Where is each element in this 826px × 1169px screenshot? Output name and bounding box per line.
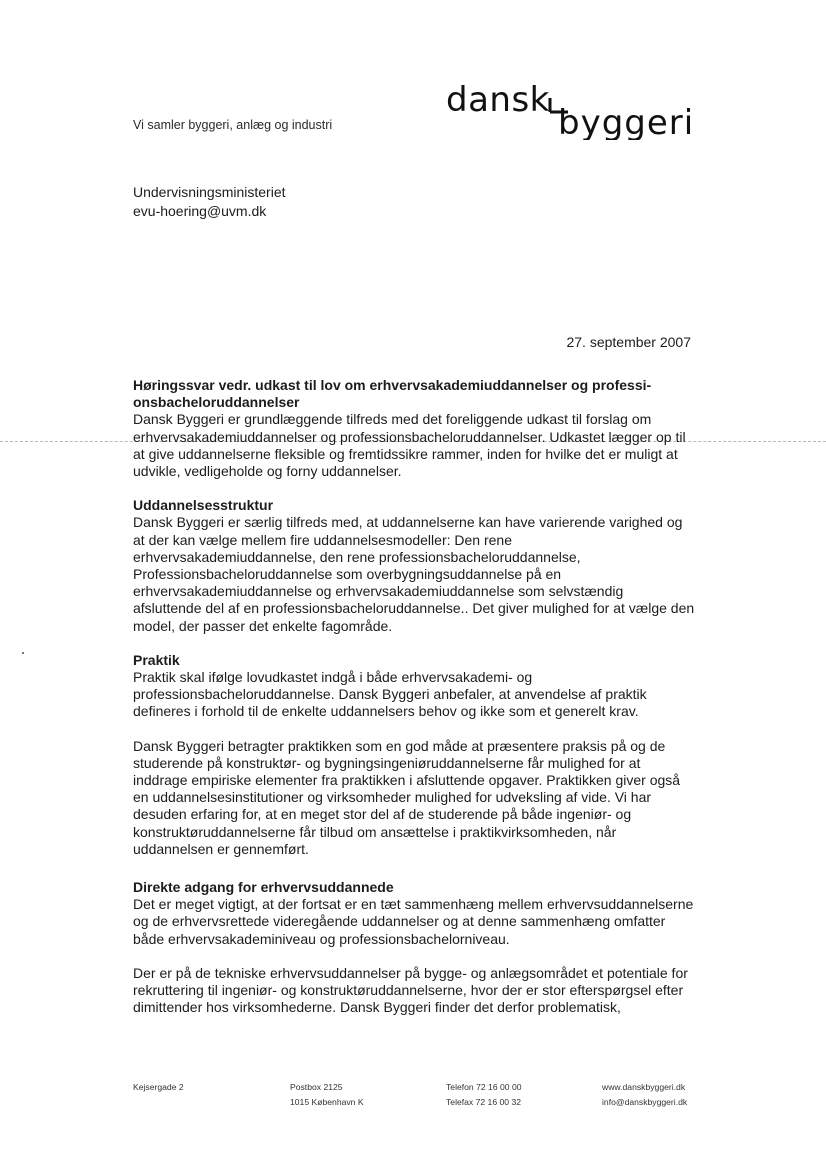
direct-access-paragraph-1: Det er meget vigtigt, at der fortsat er en tæt sammenhæng mellem erhvervsuddannelserne og de erhvervsrettede videregående uddannelser og at denne sammenhæng omfatter både erhvervsakademiniveau og professionsbachelorniveau.	[133, 896, 694, 947]
footer-web	[602, 1080, 687, 1110]
footer-telefax: Telefax 72 16 00 32	[446, 1097, 522, 1107]
praktik-paragraph-2: Dansk Byggeri betragter praktikken som en god måde at præsentere praksis på og de studerende på konstruktør- og bygningsingeniøruddannelserne får mulighed for at inddrage empiriske elementer fra praktikken i afsluttende opgaver. Praktikken giver også en uddannelsesinstitutioner og virksomheder mulighed for udveksling af vide. Vi har desuden erfaring for, at en meget stor del af de studerende på både ingeniør- og konstruktøruddannelserne får tilbud om ansættelse i praktikvirksomheden, når uddannelsen er gennemført.	[133, 737, 681, 857]
footer-website-link[interactable]: www.danskbyggeri.dk	[602, 1082, 686, 1092]
recipient-name: Undervisningsministeriet	[133, 184, 286, 200]
svg-text:dansk: dansk	[446, 84, 550, 120]
praktik-paragraph-1: Praktik skal ifølge lovudkastet indgå i både erhvervsakademi- og professionsbacheloruddannelse. Dansk Byggeri anbefaler, at anvendelse af praktik defineres i forhold til de enkelte uddannelsers behov og ikke som et generelt krav.	[133, 669, 647, 720]
letter-title-line2: onsbacheloruddannelser	[133, 394, 300, 411]
footer-address	[133, 1080, 184, 1095]
footer-postbox-line: Postbox 2125	[290, 1082, 343, 1092]
intro-paragraph: Dansk Byggeri er grundlæggende tilfreds med det foreliggende udkast til forslag om erhvervsakademiuddannelser og professionsbacheloruddannelser. Udkastet lægger op til at give uddannelserne fleksible og fremtidssikre rammer, inden for hvilke det er muligt at udvikle, vedligeholde og forny uddannelser.	[133, 411, 686, 480]
footer-postbox	[290, 1080, 364, 1110]
recipient-block	[133, 183, 286, 221]
tagline: Vi samler byggeri, anlæg og industri	[133, 118, 333, 132]
section-heading-praktik: Praktik	[133, 651, 180, 668]
footer-email-link[interactable]: info@danskbyggeri.dk	[602, 1097, 688, 1107]
letter-body	[133, 377, 695, 1017]
footer-phone	[446, 1080, 522, 1110]
section-heading-direct-access: Direkte adgang for erhvervsuddannede	[133, 879, 394, 896]
letter-title	[133, 377, 695, 411]
footer-city: 1015 København K	[290, 1097, 364, 1107]
recipient-email: evu-hoering@uvm.dk	[133, 203, 267, 219]
svg-text:byggeri: byggeri	[558, 103, 695, 140]
structure-paragraph: Dansk Byggeri er særlig tilfreds med, at uddannelserne kan have varierende varighed og at der kan vælge mellem fire uddannelsesmodeller: Den rene erhvervsakademiuddannelse, den rene professionsbacheloruddannelse, Professionsbacheloruddannelse som overbygningsuddannelse på en erhvervsakademiuddannelse og erhvervsakademiuddannelse som selvstændig afsluttende del af en professionsbacheloruddannelse.. Det giver mulighed for at vælge den model, der passer det enkelte fagområde.	[133, 514, 695, 634]
footer-telefon: Telefon 72 16 00 00	[446, 1082, 522, 1092]
section-heading-structure: Uddannelsesstruktur	[133, 497, 274, 514]
letter-title-line1: Høringssvar vedr. udkast til lov om erhvervsakademiuddannelser og professi-	[133, 377, 652, 393]
scan-artifact-dot	[22, 652, 24, 654]
letter-date: 27. september 2007	[566, 334, 691, 350]
dansk-byggeri-logo	[446, 84, 698, 140]
footer-street: Kejsergade 2	[133, 1082, 184, 1092]
direct-access-paragraph-2: Der er på de tekniske erhvervsuddannelser på bygge- og anlægsområdet et potentiale for rekruttering til ingeniør- og konstruktøruddannelserne, hvor der er stor efterspørgsel efter dimittender hos virksomhederne. Dansk Byggeri finder det derfor problematisk,	[133, 964, 688, 1016]
